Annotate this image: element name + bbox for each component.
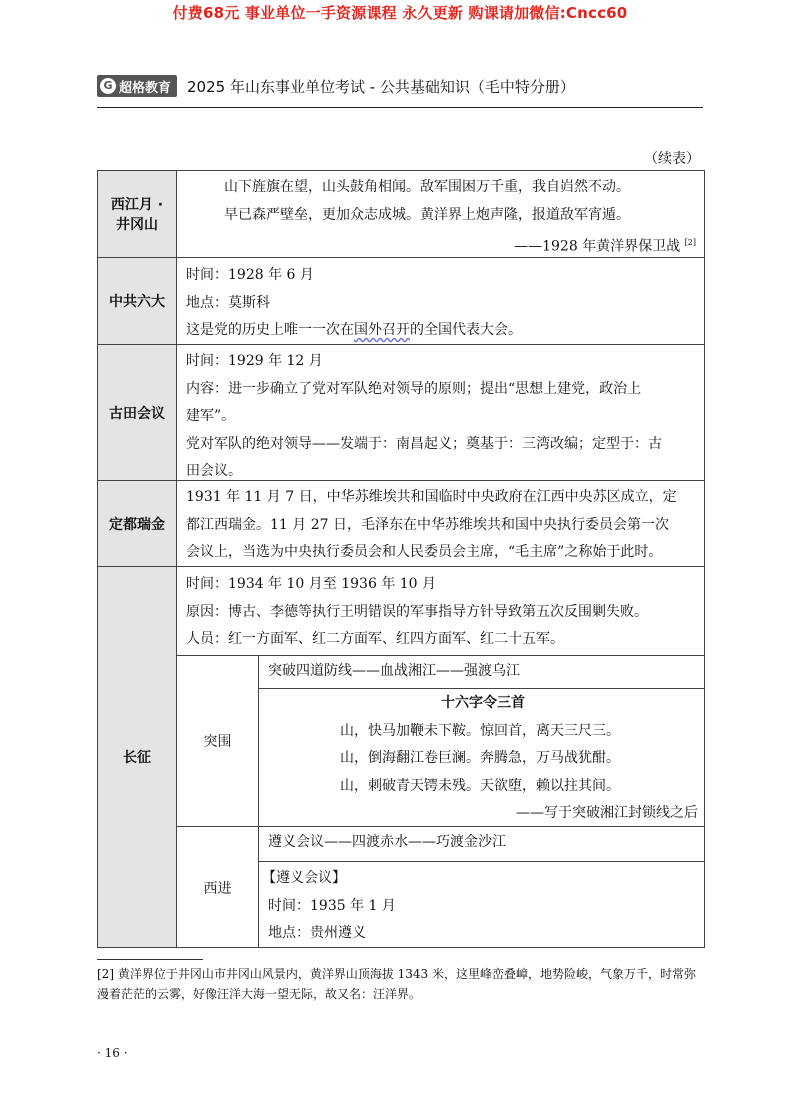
tuwei-poem xyxy=(268,690,698,828)
header-title: 2025 年山东事业单位考试 - 公共基础知识（毛中特分册） xyxy=(187,77,575,96)
text-line: 原因：博古、李德等执行王明错误的军事指导方针导致第五次反围剿失败。 xyxy=(186,603,648,620)
text-line: 时间：1934 年 10 月至 1936 年 10 月 xyxy=(186,576,437,592)
brand-logo xyxy=(97,75,177,97)
row-divider xyxy=(97,566,705,567)
sub-row-divider xyxy=(258,688,705,689)
sub-header-xijin: 西进 xyxy=(203,880,232,897)
row-divider xyxy=(97,257,705,258)
poem-attribution: ——写于突破湘江封锁线之后 xyxy=(516,805,698,821)
text-line: 时间：1935 年 1 月 xyxy=(268,897,396,914)
page-header xyxy=(97,72,703,100)
text-line: 党对军队的绝对领导——发端于：南昌起义；奠基于：三湾改编；定型于：古 xyxy=(186,435,662,452)
poem-line: 山，倒海翻江卷巨澜。奔腾急，万马战犹酣。 xyxy=(340,750,620,766)
continued-label: （续表） xyxy=(644,151,700,167)
row-content-gutian xyxy=(186,348,696,486)
text-line: 都江西瑞金。11 月 27 日，毛泽东在中华苏维埃共和国中央执行委员会第一次 xyxy=(186,516,669,533)
logo-mark-icon: G xyxy=(100,78,116,94)
xijin-zunyi xyxy=(262,865,692,948)
text-line: 田会议。 xyxy=(186,463,242,479)
attribution-text: ——1928 年黄洋界保卫战 xyxy=(514,238,681,255)
watermark-banner: 付费68元 事业单位一手资源课程 永久更新 购课请加微信:Cncc60 xyxy=(172,4,628,22)
text-line: 地点：莫斯科 xyxy=(186,294,270,311)
text-line: 内容：进一步确立了党对军队绝对领导的原则；提出“思想上建党，政治上 xyxy=(186,380,642,397)
text-line: 遵义会议——四渡赤水——巧渡金沙江 xyxy=(268,834,506,850)
sub-header-tuwei: 突围 xyxy=(203,734,232,750)
row-header-liuda: 中共六大 xyxy=(97,257,177,345)
row-content-changzheng xyxy=(186,571,696,654)
row-content-ruijin xyxy=(186,484,696,567)
sub-title: 【遵义会议】 xyxy=(262,870,346,886)
header-divider xyxy=(97,107,703,108)
text-line xyxy=(186,317,696,345)
poem-title: 十六字令三首 xyxy=(441,695,525,711)
wavy-underlined-text: 国外召开 xyxy=(354,322,410,338)
sub-column-divider xyxy=(258,655,259,948)
footnote: [2] 黄洋界位于井冈山市井冈山风景内，黄洋界山顶海拔 1343 米，这里峰峦叠嶂，地势险峻，气象万千，时常弥漫着茫茫的云雾，好像汪洋大海一望无际，故又名：汪洋界。 xyxy=(97,967,696,1001)
tuwei-route xyxy=(268,658,698,686)
text-line: 人员：红一方面军、红二方面军、红四方面军、红二十五军。 xyxy=(186,631,564,647)
logo-text: 超格教育 xyxy=(119,80,172,96)
text-span: 的全国代表大会。 xyxy=(410,322,522,338)
row-content-liuda xyxy=(186,262,696,345)
text-line: 会议上，当选为中央执行委员会和人民委员会主席，“毛主席”之称始于此时。 xyxy=(186,544,663,560)
row-content-xijiangyue xyxy=(186,174,696,261)
text-span: 这是党的历史上唯一一次在 xyxy=(186,322,354,338)
poem-line: 山，快马加鞭未下鞍。惊回首，离天三尺三。 xyxy=(340,722,620,739)
row-header-xijiangyue xyxy=(97,170,177,258)
row-divider xyxy=(97,480,705,481)
row-header-ruijin: 定都瑞金 xyxy=(97,480,177,567)
page-number: · 16 · xyxy=(97,1046,128,1060)
row-header-changzheng: 长征 xyxy=(97,566,177,948)
row-header-line1: 西江月 · xyxy=(110,197,164,213)
poem-line: 山下旌旗在望，山头鼓角相闻。敌军围困万千重，我自岿然不动。 xyxy=(224,179,630,195)
text-line: 时间：1928 年 6 月 xyxy=(186,267,314,283)
poem-line: 山，刺破青天锷未残。天欲堕，赖以拄其间。 xyxy=(340,777,620,794)
footnote-divider xyxy=(97,959,203,960)
row-header-line2: 井冈山 xyxy=(116,217,158,233)
text-line: 突破四道防线——血战湘江——强渡乌江 xyxy=(268,663,520,679)
row-divider xyxy=(97,344,705,345)
xijin-route xyxy=(268,829,698,857)
footnote-ref: [2] xyxy=(684,238,696,247)
text-line: 1931 年 11 月 7 日，中华苏维埃共和国临时中央政府在江西中央苏区成立，定 xyxy=(186,489,677,505)
text-line: 时间：1929 年 12 月 xyxy=(186,353,323,369)
row-header-gutian: 古田会议 xyxy=(97,344,177,481)
text-line: 建军”。 xyxy=(186,408,236,424)
text-line: 地点：贵州遵义 xyxy=(268,925,366,941)
poem-line: 早已森严壁垒，更加众志成城。黄洋界上炮声隆，报道敌军宵遁。 xyxy=(224,206,630,223)
sub-row-divider xyxy=(258,861,705,862)
